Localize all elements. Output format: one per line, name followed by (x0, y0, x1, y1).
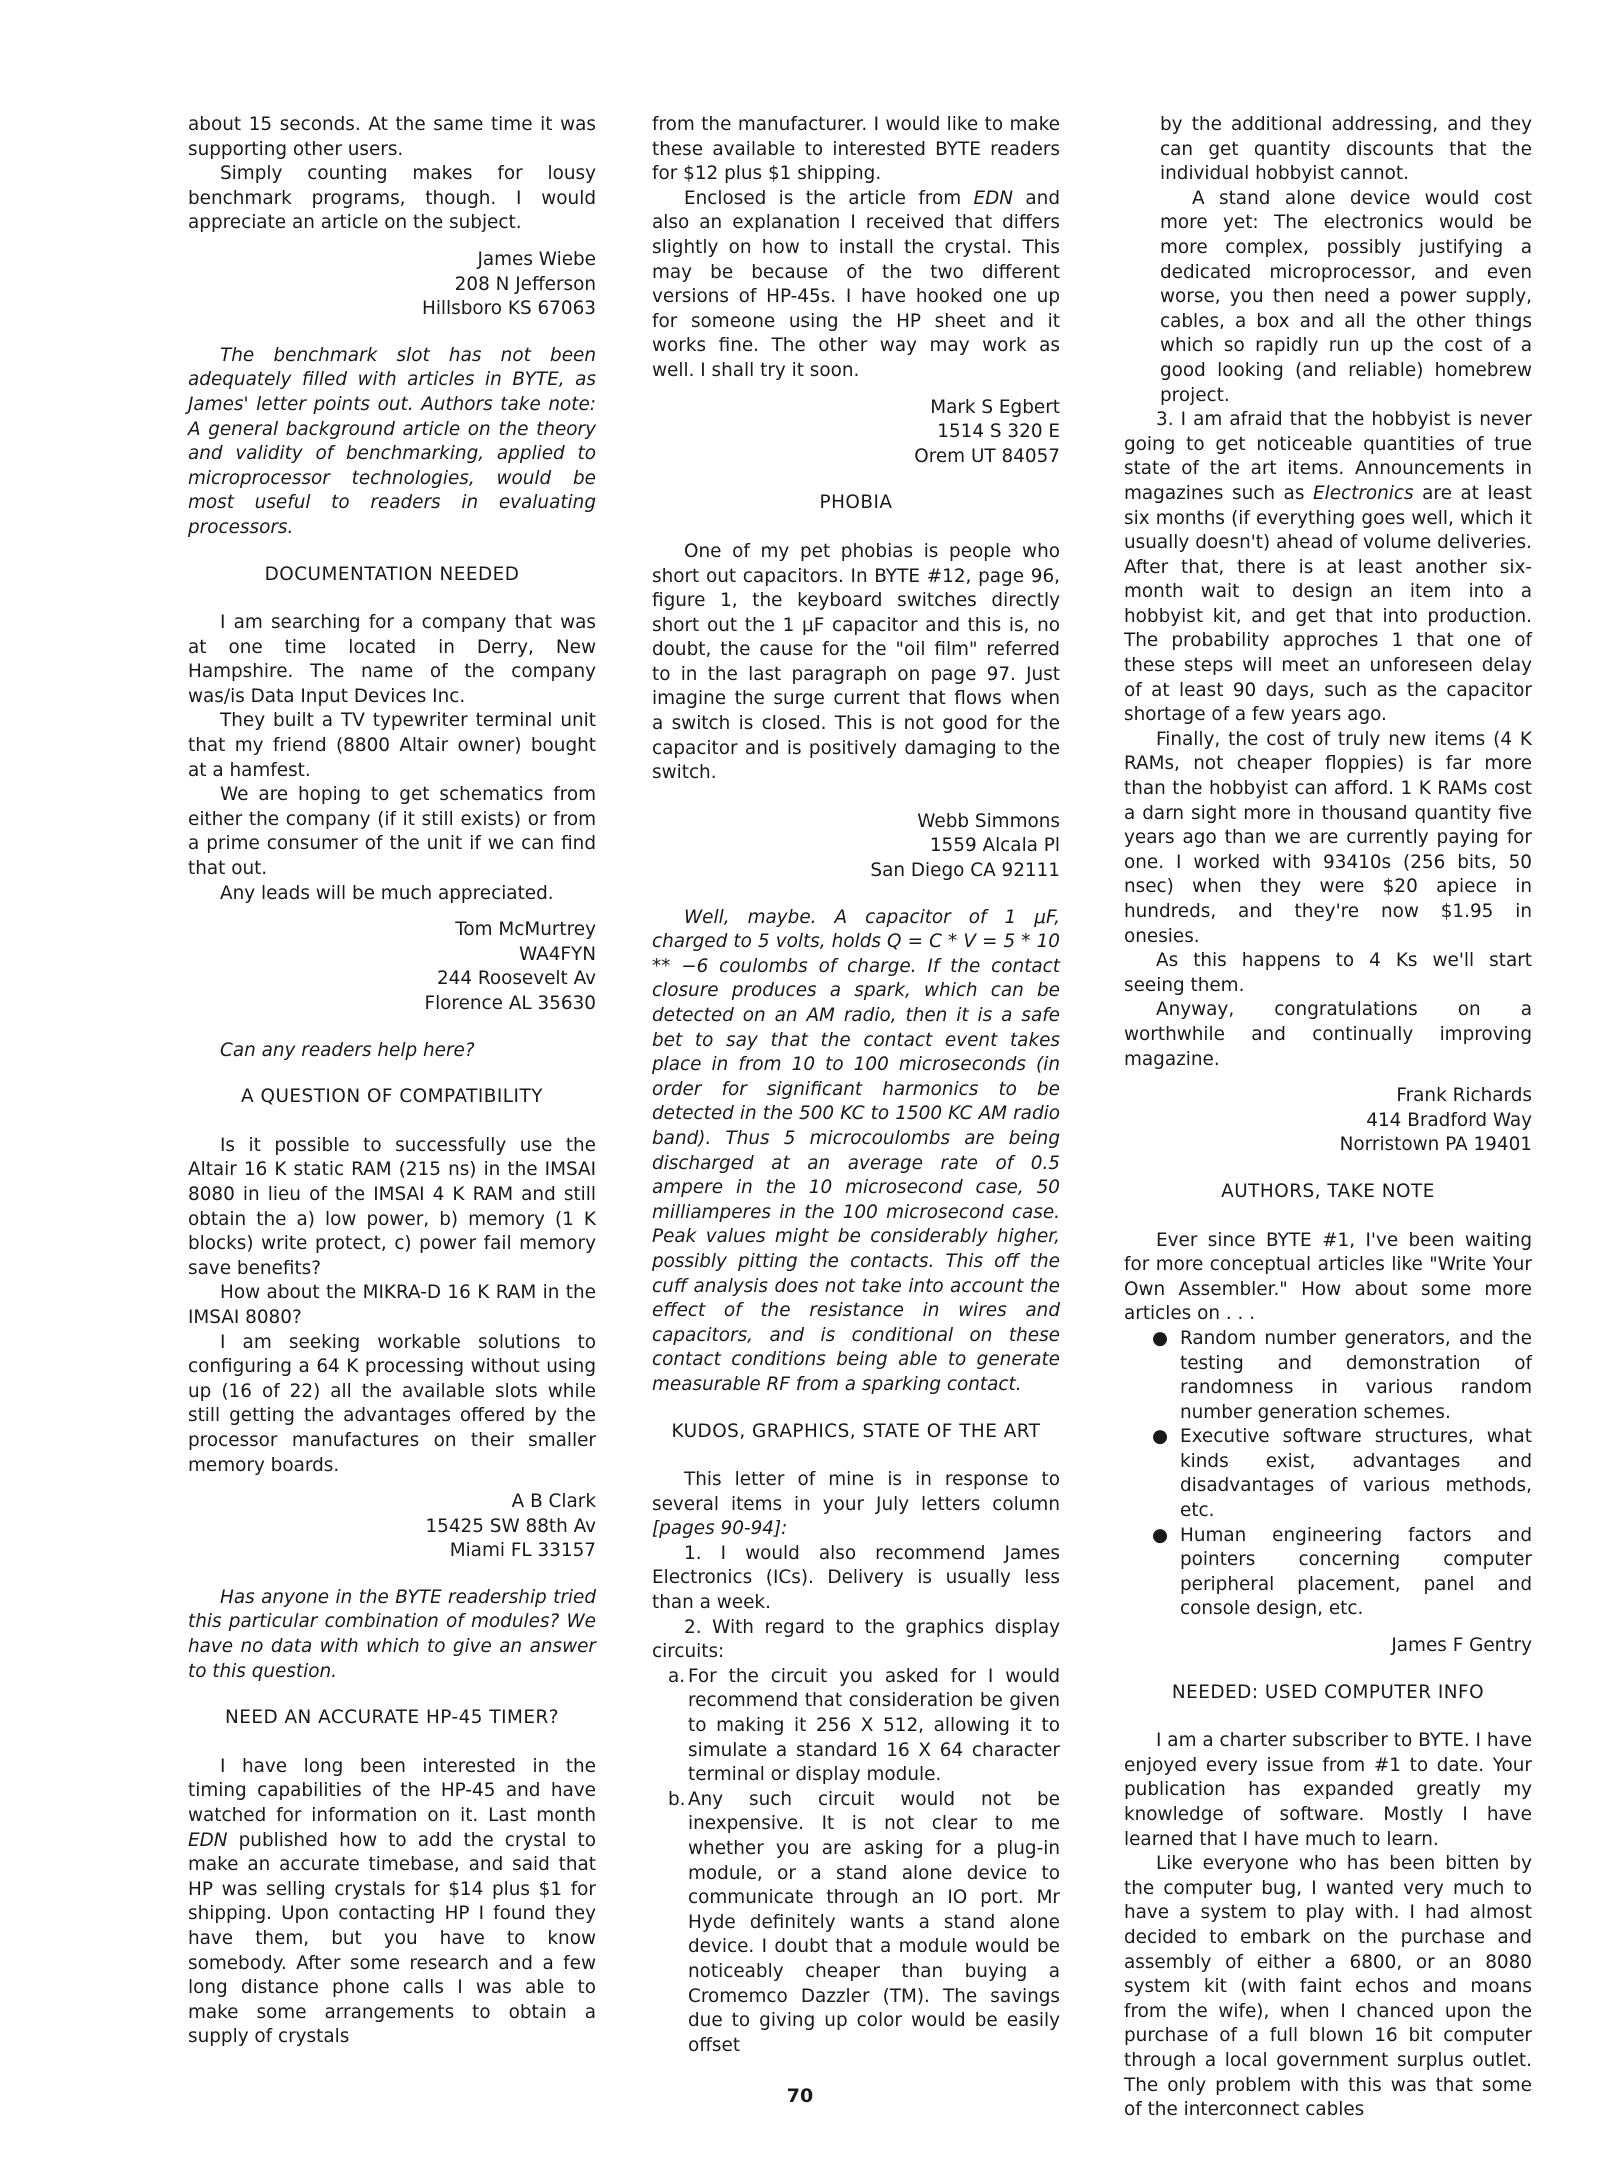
list-label: b. (668, 1788, 686, 1810)
paragraph (1124, 408, 1532, 728)
bullet-icon: ● (1152, 1524, 1169, 1546)
signature-clark (188, 1490, 596, 1564)
signature-line: 208 N Jefferson (454, 273, 596, 295)
paragraph: 1. I would also recommend James Electronics (ICs). Delivery is usually less than a week. (652, 1542, 1060, 1614)
editor-note: Can any readers help here? (220, 1039, 475, 1061)
paragraph: Is it possible to successfully use the Altair 16 K static RAM (215 ns) in the IMSAI 8080 in lieu of the IMSAI 4 K RAM and still obtain the a) low power, b) memory (1 K blocks) write protect, c) power fail memory save benefits? (188, 1134, 596, 1279)
text-run: I have long been interested in the timing capabilities of the HP-45 and have watched for information on it. Last month (188, 1755, 596, 1827)
signature-line: Mark S Egbert (930, 396, 1060, 418)
signature-line: James Wiebe (477, 248, 596, 270)
paragraph: One of my pet phobias is people who short out capacitors. In BYTE #12, page 96, figure 1, the keyboard switches directly short out the 1 μF capacitor and this is, no doubt, the cause for the "oil film" referred to in the last paragraph on page 97. Just imagine the surge current that flows when a switch is closed. This is not good for the capacitor and is positively damaging to the switch. (652, 540, 1060, 784)
publication-name: Electronics (1312, 482, 1414, 504)
text-run: are at least six months (if everything goes well, which it usually doesn't) ahead of volume deliveries. After that, there is at least another six-month wait to design an item into a hobbyist kit, and get that into production. The probability approches 1 that one of these steps will meet an unforeseen delay of at least 90 days, such as the capacitor shortage of a few years ago. (1124, 482, 1532, 726)
bullet-text: Executive software structures, what kinds exist, advantages and disadvantages of various methods, etc. (1180, 1426, 1532, 1522)
text-run: Enclosed is the article from (684, 187, 974, 209)
editor-note: Well, maybe. A capacitor of 1 μF, charged to 5 volts, holds Q = C * V = 5 * 10 ** −6 coulombs of charge. If the contact closure produces a spark, which can be detected on an AM radio, then it is a safe bet to say that the contact event takes place in from 10 to 100 microseconds (in order for significant harmonics to be detected in the 500 KC to 1500 KC AM radio band). Thus 5 microcoulombs are being discharged at an average rate of 0.5 ampere in the 10 microsecond case, 50 milliamperes in the 100 microsecond case. Peak values might be considerably higher, possibly pitting the contacts. This off the cuff analysis does not take into account the effect of the resistance in wires and capacitors, and is conditional on these contact conditions being able to generate measurable RF from a sparking contact. (652, 906, 1060, 1395)
section-heading: DOCUMENTATION NEEDED (264, 563, 520, 585)
paragraph (188, 1755, 596, 2050)
list-text: Any such circuit would not be inexpensive. It is not clear to me whether you are asking for a plug-in module, or a stand alone device to communicate through an IO port. Mr Hyde definitely wants a stand alone device. I doubt that a module would be noticeably cheaper than buying a Cromemco Dazzler (TM). The savings due to giving up color would be easily offset (688, 1788, 1060, 2056)
paragraph: Like everyone who has been bitten by the computer bug, I wanted very much to have a system to play with. I had almost decided to embark on the purchase and assembly of either a 6800, or an 8080 system kit (with faint echos and moans from the wife), when I chanced upon the purchase of a full blown 16 bit computer through a local government surplus outlet. The only problem with this was that some of the interconnect cables (1124, 1853, 1532, 2121)
bullet-icon: ● (1152, 1426, 1169, 1448)
publication-name: EDN (973, 187, 1014, 209)
bullet-text: Random number generators, and the testing and demonstration of randomness in various random number generation schemes. (1180, 1327, 1532, 1423)
paragraph: They built a TV typewriter terminal unit that my friend (8800 Altair owner) bought at a hamfest. (188, 710, 596, 781)
section-heading: A QUESTION OF COMPATIBILITY (241, 1086, 543, 1108)
signature-line: 414 Bradford Way (1366, 1109, 1532, 1131)
signature-line: Orem UT 84057 (914, 445, 1060, 467)
signature-line: WA4FYN (518, 943, 596, 965)
paragraph (652, 187, 1060, 384)
paragraph (652, 1468, 1060, 1542)
text-run: and also an explanation I received that differs slightly on how to install the crystal. This may be because of the two different versions of HP-45s. I have hooked one up for someone using the HP sheet and it works fine. The other way may work as well. I shall try it soon. (652, 187, 1060, 381)
signature-line: Florence AL 35630 (424, 993, 596, 1014)
paragraph: Anyway, congratulations on a worthwhile and continually improving magazine. (1124, 999, 1532, 1070)
signature-line: Webb Simmons (917, 810, 1060, 832)
paragraph: Any leads will be much appreciated. (220, 882, 554, 904)
section-heading: KUDOS, GRAPHICS, STATE OF THE ART (671, 1420, 1041, 1442)
editor-note: The benchmark slot has not been adequately filled with articles in BYTE, as James' letter points out. Authors take note: A general background article on the theory and validity of benchmarking, applied to microprocessor technologies, would be most useful to readers in evaluating processors. (188, 344, 596, 538)
signature-wiebe (188, 248, 596, 322)
bullet-icon: ● (1152, 1327, 1169, 1349)
section-heading: AUTHORS, TAKE NOTE (1221, 1180, 1435, 1202)
text-run: 3. I am afraid that the hobbyist is never going to get noticeable quantities of true state of the art items. Announcements in magazines such as (1124, 409, 1532, 504)
column-3 (1124, 113, 1532, 2123)
signature-line: Tom McMurtrey (455, 919, 596, 941)
page-number: 70 (786, 2085, 814, 2107)
signature-line: Norristown PA 19401 (1339, 1134, 1532, 1156)
bullet-item (1124, 1327, 1532, 1425)
bullet-item (1124, 1524, 1532, 1622)
column-1 (188, 113, 596, 2050)
list-item (652, 1665, 1060, 1788)
text-run: [pages 90-94]: (652, 1518, 788, 1540)
signature-line: San Diego CA 92111 (870, 860, 1060, 882)
signature-simmons (652, 810, 1060, 884)
list-item (652, 1788, 1060, 2059)
paragraph: by the additional addressing, and they can get quantity discounts that the individual hobbyist cannot. (1160, 114, 1532, 185)
signature-mcmurtrey (188, 918, 596, 1016)
paragraph: I am searching for a company that was at one time located in Derry, New Hampshire. The name of the company was/is Data Input Devices Inc. (188, 612, 596, 707)
paragraph: 2. With regard to the graphics display circuits: (652, 1616, 1060, 1663)
signature-line: 1514 S 320 E (937, 421, 1060, 443)
paragraph: I am a charter subscriber to BYTE. I have enjoyed every issue from #1 to date. Your publication has expanded greatly my knowledge of software. Mostly I have learned that I have much to learn. (1124, 1730, 1532, 1850)
section-heading: NEEDED: USED COMPUTER INFO (1171, 1681, 1485, 1703)
signature-line: 244 Roosevelt Av (436, 968, 596, 990)
list-continuation (1124, 113, 1532, 408)
paragraph: I am seeking workable solutions to configuring a 64 K processing without using up (16 of 22) all the available slots while still getting the advantages offered by the processor manufactures on their smaller memory boards. (188, 1331, 596, 1476)
signature-richards (1124, 1084, 1532, 1158)
column-2 (652, 113, 1060, 2058)
paragraph: Ever since BYTE #1, I've been waiting for more conceptual articles like "Write Your Own Assembler." How about some more articles on . . . (1124, 1229, 1532, 1325)
paragraph: We are hoping to get schematics from either the company (if it still exists) or from a prime consumer of the unit if we can find that out. (188, 784, 596, 880)
signature-line: Frank Richards (1396, 1085, 1532, 1107)
paragraph: A stand alone device would cost more yet: The electronics would be more complex, possibly justifying a dedicated microprocessor, and even worse, you then need a power supply, cables, a box and all the other things which so rapidly run up the cost of a good looking (and reliable) homebrew project. (1160, 187, 1532, 406)
signature-egbert (652, 396, 1060, 470)
bullet-text: Human engineering factors and pointers concerning computer peripheral placement, panel and console design, etc. (1180, 1524, 1532, 1620)
paragraph: Finally, the cost of truly new items (4 K RAMs, not cheaper floppies) is far more than the hobbyist can afford. 1 K RAMs cost a darn sight more in thousand quantity five years ago than we are currently paying for one. I worked with 93410s (256 bits, 50 nsec) when they were $20 apiece in hundreds, and they're now $1.95 in onesies. (1124, 728, 1532, 947)
signature-line: Miami FL 33157 (449, 1540, 596, 1562)
signature-line: Hillsboro KS 67063 (421, 298, 596, 320)
publication-name: EDN (188, 1829, 228, 1851)
list-text: For the circuit you asked for I would recommend that consideration be given to making it 256 X 512, allowing it to simulate a standard 16 X 64 character terminal or display module. (688, 1665, 1060, 1786)
signature-line: A B Clark (511, 1491, 596, 1513)
list-label: a. (668, 1665, 686, 1687)
paragraph: from the manufacturer. I would like to make these available to interested BYTE readers for $12 plus $1 shipping. (652, 114, 1060, 185)
signature-line: 15425 SW 88th Av (425, 1515, 596, 1537)
signature-line: James F Gentry (1391, 1635, 1532, 1657)
signature-line: 1559 Alcala Pl (929, 835, 1060, 857)
section-heading: NEED AN ACCURATE HP-45 TIMER? (224, 1707, 560, 1729)
paragraph: Simply counting makes for lousy benchmark programs, though. I would appreciate an article on the subject. (188, 163, 596, 234)
text-run: published how to add the crystal to make an accurate timebase, and said that HP was selling crystals for $14 plus $1 for shipping. Upon contacting HP I found they have them, but you have to know somebody. After some research and a few long distance phone calls I was able to make some arrangements to obtain a supply of crystals (188, 1829, 596, 2048)
paragraph: about 15 seconds. At the same time it was supporting other users. (188, 114, 596, 160)
paragraph: How about the MIKRA-D 16 K RAM in the IMSAI 8080? (188, 1282, 596, 1328)
section-heading: PHOBIA (819, 492, 893, 514)
signature-gentry (1124, 1634, 1532, 1659)
editor-note: Has anyone in the BYTE readership tried this particular combination of modules? We have no data with which to give an answer to this question. (188, 1586, 596, 1682)
text-run: This letter of mine is in response to several items in your July letters column (652, 1469, 1060, 1515)
paragraph: As this happens to 4 Ks we'll start seeing them. (1124, 950, 1532, 996)
bullet-item (1124, 1425, 1532, 1523)
